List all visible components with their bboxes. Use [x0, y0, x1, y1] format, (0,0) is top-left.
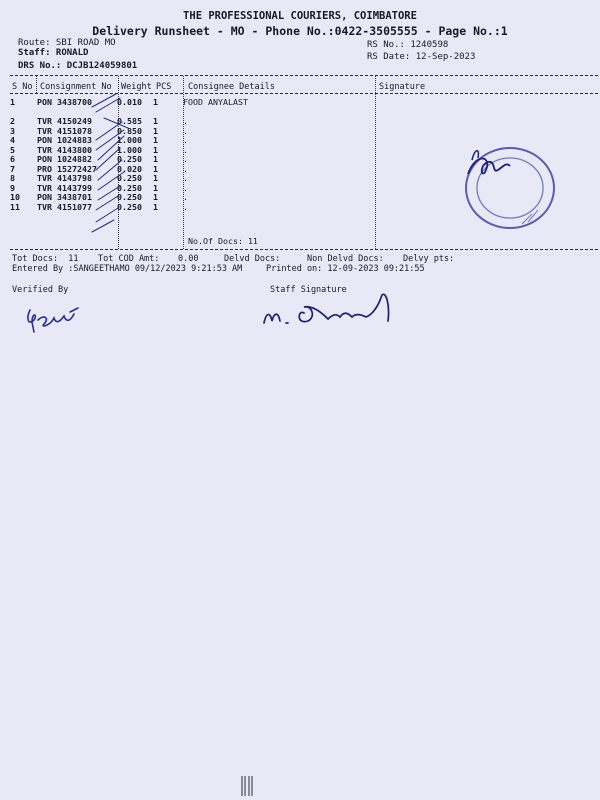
row-sno: 11: [10, 201, 20, 212]
tot-cod-value: 0.00: [178, 254, 199, 264]
row-weight: 0.585: [117, 116, 142, 126]
row-weight: 0.010: [117, 97, 142, 107]
row-pcs: 1: [153, 154, 158, 164]
row-weight: 0.250: [117, 201, 142, 212]
non-delvd-docs: Non Delvd Docs:: [307, 254, 384, 264]
row-consignee: .: [183, 173, 188, 183]
route-label: Route: SBI ROAD MO: [18, 38, 116, 48]
row-consignee: .: [183, 201, 188, 212]
col-header-weight: Weight: [121, 82, 152, 92]
row-sno: 3: [10, 125, 15, 136]
verified-by-label: Verified By: [12, 285, 69, 295]
col-header-pcs: PCS: [156, 82, 172, 92]
row-consignment: TVR 4151077: [37, 201, 92, 212]
rs-date: RS Date: 12-Sep-2023: [367, 52, 476, 62]
row-consignee: .: [183, 182, 188, 193]
row-pcs: 1: [153, 173, 158, 183]
row-consignee: FOOD ANYALAST: [183, 97, 248, 107]
entered-by: Entered By :SANGEETHAMO 09/12/2023 9:21:53 AM: [12, 264, 243, 274]
row-pcs: 1: [153, 163, 158, 174]
row-weight: 0.850: [117, 125, 142, 136]
row-sno: 2: [10, 116, 15, 126]
company-title: THE PROFESSIONAL COURIERS, COIMBATORE: [183, 10, 417, 22]
row-consignment: TVR 4150249: [37, 116, 92, 126]
row-consignee: .: [183, 116, 188, 126]
row-consignee: .: [183, 154, 188, 164]
staff-signature-label: Staff Signature: [270, 285, 347, 295]
col-header-signature: Signature: [379, 82, 426, 92]
row-sno: 6: [10, 154, 15, 164]
row-sno: 4: [10, 135, 15, 145]
row-consignment: TVR 4151078: [37, 125, 92, 136]
row-weight: 1.000: [117, 144, 142, 155]
col-header-consignment: Consignment No: [40, 82, 112, 92]
row-pcs: 1: [153, 182, 158, 193]
row-consignment: PON 1024883: [37, 135, 92, 145]
row-sno: 10: [10, 192, 20, 202]
row-pcs: 1: [153, 144, 158, 155]
col-header-sno: S No: [12, 82, 33, 92]
delvd-docs: Delvd Docs:: [224, 254, 281, 264]
drs-number: DRS No.: DCJB124059801: [18, 61, 138, 71]
row-pcs: 1: [153, 192, 158, 202]
row-pcs: 1: [153, 97, 158, 107]
row-weight: 0.250: [117, 154, 142, 164]
row-sno: 7: [10, 163, 15, 174]
runsheet-subtitle: Delivery Runsheet - MO - Phone No.:0422-3505555 - Page No.:1: [92, 24, 508, 38]
row-sno: 9: [10, 182, 15, 193]
row-consignment: TVR 4143799: [37, 182, 92, 193]
row-consignee: .: [183, 125, 188, 136]
row-consignee: .: [183, 144, 188, 155]
tot-cod-label: Tot COD Amt:: [98, 254, 160, 264]
row-weight: 0.250: [117, 173, 142, 183]
row-pcs: 1: [153, 135, 158, 145]
row-pcs: 1: [153, 116, 158, 126]
row-consignment: TVR 4143798: [37, 173, 92, 183]
row-consignment: PON 3438701: [37, 192, 92, 202]
rs-number: RS No.: 1240598: [367, 40, 449, 50]
col-header-consignee: Consignee Details: [188, 82, 275, 92]
no-of-docs: No.Of Docs: 11: [188, 236, 258, 246]
row-sno: 5: [10, 144, 15, 155]
row-consignment: PRO 15272427: [37, 163, 97, 174]
printed-on: Printed on: 12-09-2023 09:21:55: [266, 264, 425, 274]
row-weight: 0.250: [117, 192, 142, 202]
row-sno: 1: [10, 97, 15, 107]
row-consignee: .: [183, 135, 188, 145]
row-weight: 0.020: [117, 163, 142, 174]
row-pcs: 1: [153, 125, 158, 136]
row-consignment: TVR 4143800: [37, 144, 92, 155]
row-sno: 8: [10, 173, 15, 183]
row-consignment: PON 1024882: [37, 154, 92, 164]
row-weight: 0.250: [117, 182, 142, 193]
row-consignee: .: [183, 192, 188, 202]
row-consignment: PON 3438700: [37, 97, 92, 107]
staff-label: Staff: RONALD: [18, 48, 89, 58]
delvy-pts: Delvy pts:: [403, 254, 455, 264]
tot-docs: Tot Docs: 11: [12, 254, 79, 264]
row-consignee: .: [183, 163, 188, 174]
row-weight: 1.000: [117, 135, 142, 145]
row-pcs: 1: [153, 201, 158, 212]
